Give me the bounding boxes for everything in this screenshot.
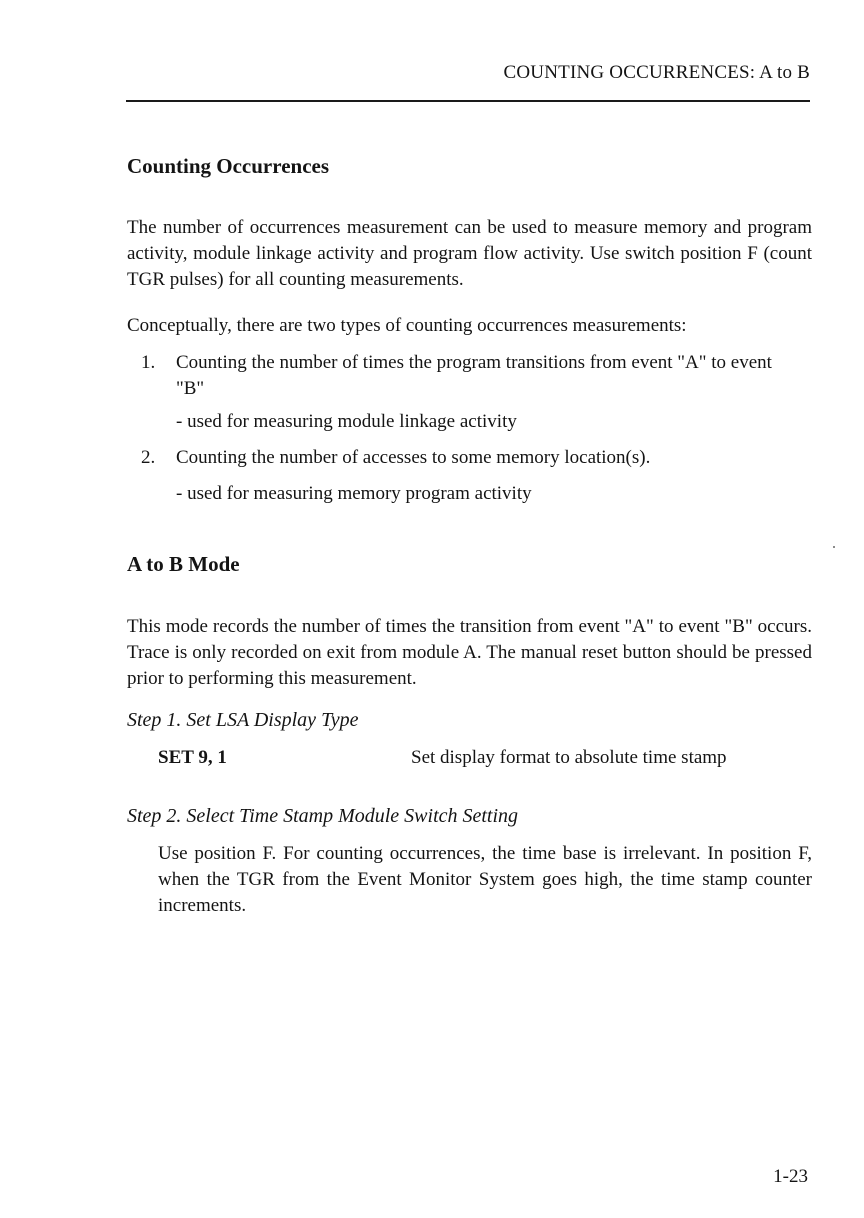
- intro-paragraph: The number of occurrences measurement can be used to measure memory and program activity, module linkage activity and program flow activity. Use switch position F (count TGR pulses) for all counting measurements.: [127, 217, 812, 290]
- list-item: [127, 445, 812, 471]
- types-intro-paragraph: Conceptually, there are two types of counting occurrences measurements:: [127, 315, 687, 336]
- step1-command: SET 9, 1: [158, 747, 227, 768]
- running-header: COUNTING OCCURRENCES: A to B: [503, 62, 810, 83]
- step2-body: Use position F. For counting occurrences, the time base is irrelevant. In position F, when the TGR from the Event Monitor System goes high, the time stamp counter increments.: [158, 843, 812, 916]
- list-item-number: 1.: [141, 352, 156, 373]
- section-title-counting-occurrences: Counting Occurrences: [127, 154, 330, 178]
- list-item-number: 2.: [141, 447, 156, 468]
- step1-command-description: Set display format to absolute time stamp: [411, 747, 727, 768]
- list-item-text: Counting the number of times the program transitions from event "A" to event "B": [176, 352, 772, 399]
- list-item: [127, 350, 812, 402]
- list-item-note: - used for measuring memory program activity: [176, 483, 532, 504]
- header-rule: [126, 100, 810, 102]
- a-to-b-paragraph: This mode records the number of times the transition from event "A" to event "B" occurs. Trace is only recorded on exit from module A. The manual reset button should be pressed prior to performing this measurement.: [127, 616, 812, 689]
- list-item-note: - used for measuring module linkage activity: [176, 411, 517, 432]
- step2-heading: Step 2. Select Time Stamp Module Switch Setting: [127, 805, 519, 827]
- scan-speck: [833, 546, 835, 548]
- section-title-a-to-b-mode: A to B Mode: [127, 552, 240, 576]
- step1-heading: Step 1. Set LSA Display Type: [127, 709, 359, 731]
- page-number: 1-23: [773, 1166, 808, 1187]
- list-item-text: Counting the number of accesses to some memory location(s).: [176, 447, 651, 468]
